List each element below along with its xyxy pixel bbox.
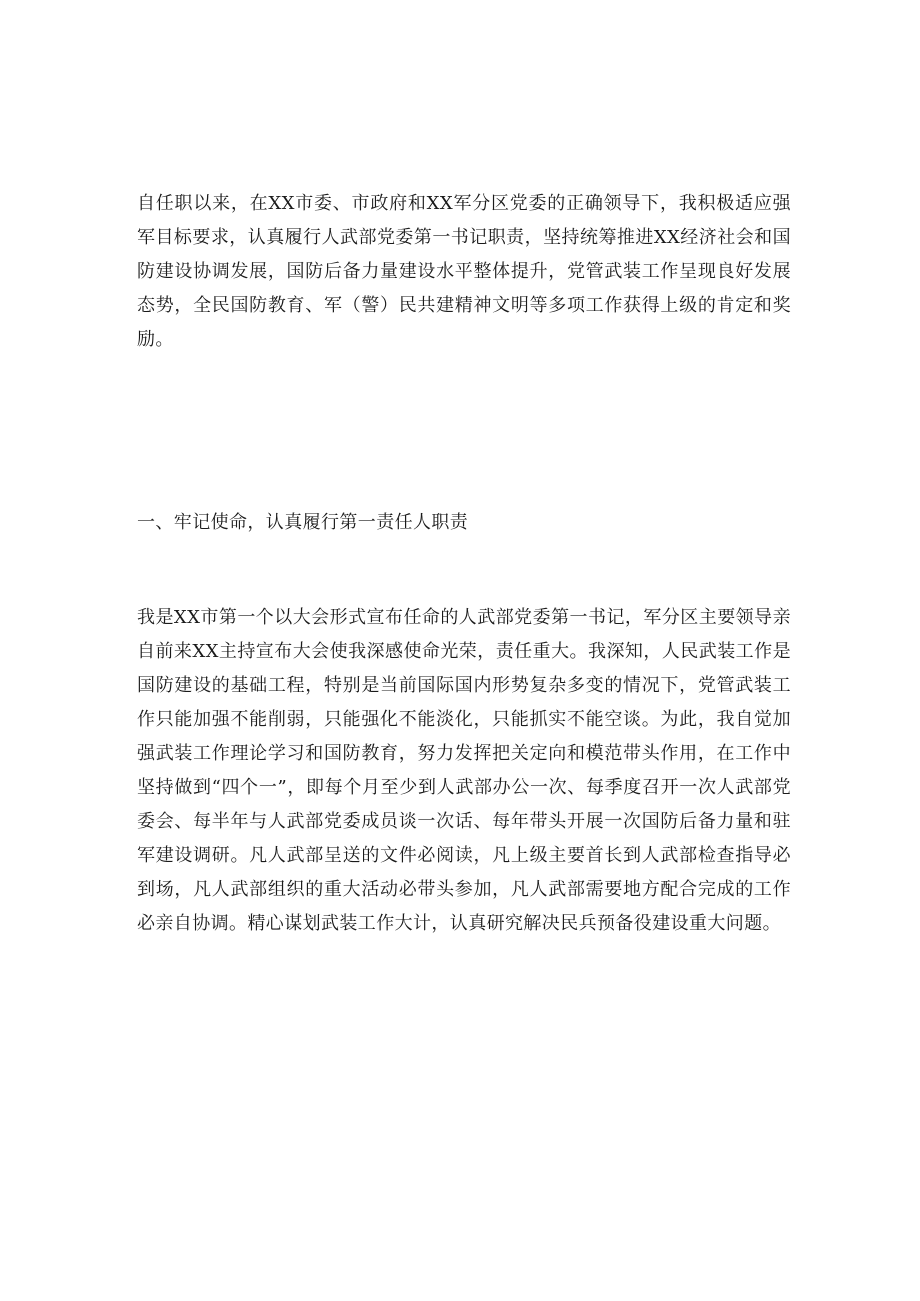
body-paragraph: 我是XX市第一个以大会形式宣布任命的人武部党委第一书记，军分区主要领导亲自前来XX主持宣布大会使我深感使命光荣，责任重大。我深知，人民武装工作是国防建设的基础工程，特别是当前国际国内形势复杂多变的情况下，党管武装工作只能加强不能削弱，只能强化不能淡化，只能抓实不能空谈。为此，我自觉加强武装工作理论学习和国防教育，努力发挥把关定向和模范带头作用，在工作中坚持做到“四个一”，即每个月至少到人武部办公一次、每季度召开一次人武部党委会、每半年与人武部党委成员谈一次话、每年带头开展一次国防后备力量和驻军建设调研。凡人武部呈送的文件必阅读，凡上级主要首长到人武部检查指导必到场，凡人武部组织的重大活动必带头参加，凡人武部需要地方配合完成的工作必亲自协调。精心谋划武装工作大计，认真研究解决民兵预备役建设重大问题。 [137, 607, 791, 934]
intro-paragraph: 自任职以来，在XX市委、市政府和XX军分区党委的正确领导下，我积极适应强军目标要求，认真履行人武部党委第一书记职责，坚持统筹推进XX经济社会和国防建设协调发展，国防后备力量建设水平整体提升，党管武装工作呈现良好发展态势，全民国防教育、军（警）民共建精神文明等多项工作获得上级的肯定和奖励。 [137, 193, 791, 350]
section-heading: 一、牢记使命，认真履行第一责任人职责 [137, 512, 469, 533]
